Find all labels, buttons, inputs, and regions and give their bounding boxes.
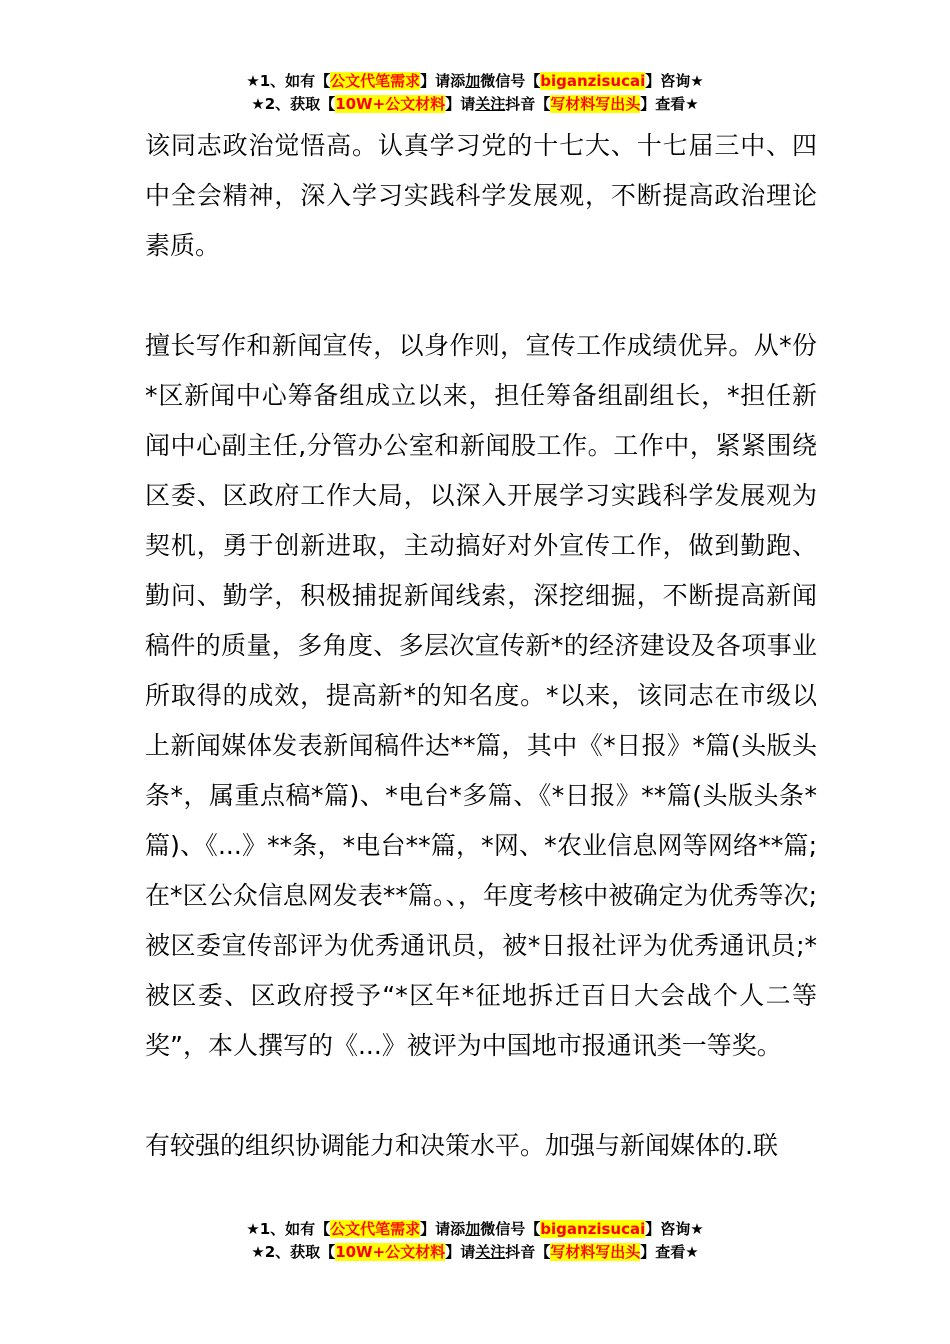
banner-text: ★1、如有【: [246, 72, 331, 90]
banner-line-2: [0, 93, 950, 116]
banner-text: 】咨询★: [645, 1220, 704, 1238]
paragraph-1: 该同志政治觉悟高。认真学习党的十七大、十七届三中、四中全会精神，深入学习实践科学发展观，不断提高政治理论素质。: [145, 131, 817, 260]
banner-underlined-text: 加: [465, 72, 481, 90]
banner-highlight: biganzisucai: [540, 1220, 646, 1238]
banner-highlight: 公文代笔需求: [330, 72, 421, 90]
banner-line-1: [0, 70, 950, 93]
document-body: [145, 121, 817, 1171]
banner-text: ★2、获取【: [251, 1243, 336, 1261]
banner-text: 】请添: [420, 72, 466, 90]
banner-underlined-text: 关注: [475, 95, 506, 113]
banner-text: 微信号【: [480, 1220, 541, 1238]
banner-highlight: 写材料写出头: [550, 95, 641, 113]
banner-highlight: 公文代笔需求: [330, 1220, 421, 1238]
paragraph-gap: [145, 271, 817, 321]
banner-highlight: biganzisucai: [540, 72, 646, 90]
banner-text: 】请添: [420, 1220, 466, 1238]
banner-text: 】请: [445, 95, 476, 113]
paragraph-3: 有较强的组织协调能力和决策水平。加强与新闻媒体的.联: [145, 1131, 778, 1160]
header-banner: [0, 70, 950, 116]
banner-text: ★2、获取【: [251, 95, 336, 113]
banner-underlined-text: 关注: [475, 1243, 506, 1261]
footer-banner: [0, 1218, 950, 1264]
paragraph-gap: [145, 1071, 817, 1121]
banner-highlight: 10W+公文材料: [335, 1243, 446, 1261]
paragraph-2: 擅长写作和新闻宣传，以身作则，宣传工作成绩优异。从*份*区新闻中心筹备组成立以来，担任筹备组副组长，*担任新闻中心副主任,分管办公室和新闻股工作。工作中，紧紧围绕区委、区政府工作大局，以深入开展学习实践科学发展观为契机，勇于创新进取，主动搞好对外宣传工作，做到勤跑、勤问、勤学，积极捕捉新闻线索，深挖细掘，不断提高新闻稿件的质量，多角度、多层次宣传新*的经济建设及各项事业所取得的成效，提高新*的知名度。*以来，该同志在市级以上新闻媒体发表新闻稿件达**篇，其中《*日报》*篇(头版头条*，属重点稿*篇)、*电台*多篇、《*日报》**篇(头版头条*篇)、《...》**条，*电台**篇，*网、*农业信息网等网络**篇;在*区公众信息网发表**篇。、，年度考核中被确定为优秀等次;被区委宣传部评为优秀通讯员，被*日报社评为优秀通讯员;*被区委、区政府授予“*区年*征地拆迁百日大会战个人二等奖”，本人撰写的《...》被评为中国地市报通讯类一等奖。: [145, 331, 817, 1060]
banner-text: ★1、如有【: [246, 1220, 331, 1238]
banner-text: 抖音【: [505, 1243, 551, 1261]
banner-text: 】请: [445, 1243, 476, 1261]
banner-line-1: [0, 1218, 950, 1241]
banner-text: 抖音【: [505, 95, 551, 113]
banner-line-2: [0, 1241, 950, 1264]
banner-highlight: 10W+公文材料: [335, 95, 446, 113]
banner-text: 】查看★: [640, 1243, 699, 1261]
banner-text: 】咨询★: [645, 72, 704, 90]
banner-underlined-text: 加: [465, 1220, 481, 1238]
banner-text: 微信号【: [480, 72, 541, 90]
banner-text: 】查看★: [640, 95, 699, 113]
banner-highlight: 写材料写出头: [550, 1243, 641, 1261]
